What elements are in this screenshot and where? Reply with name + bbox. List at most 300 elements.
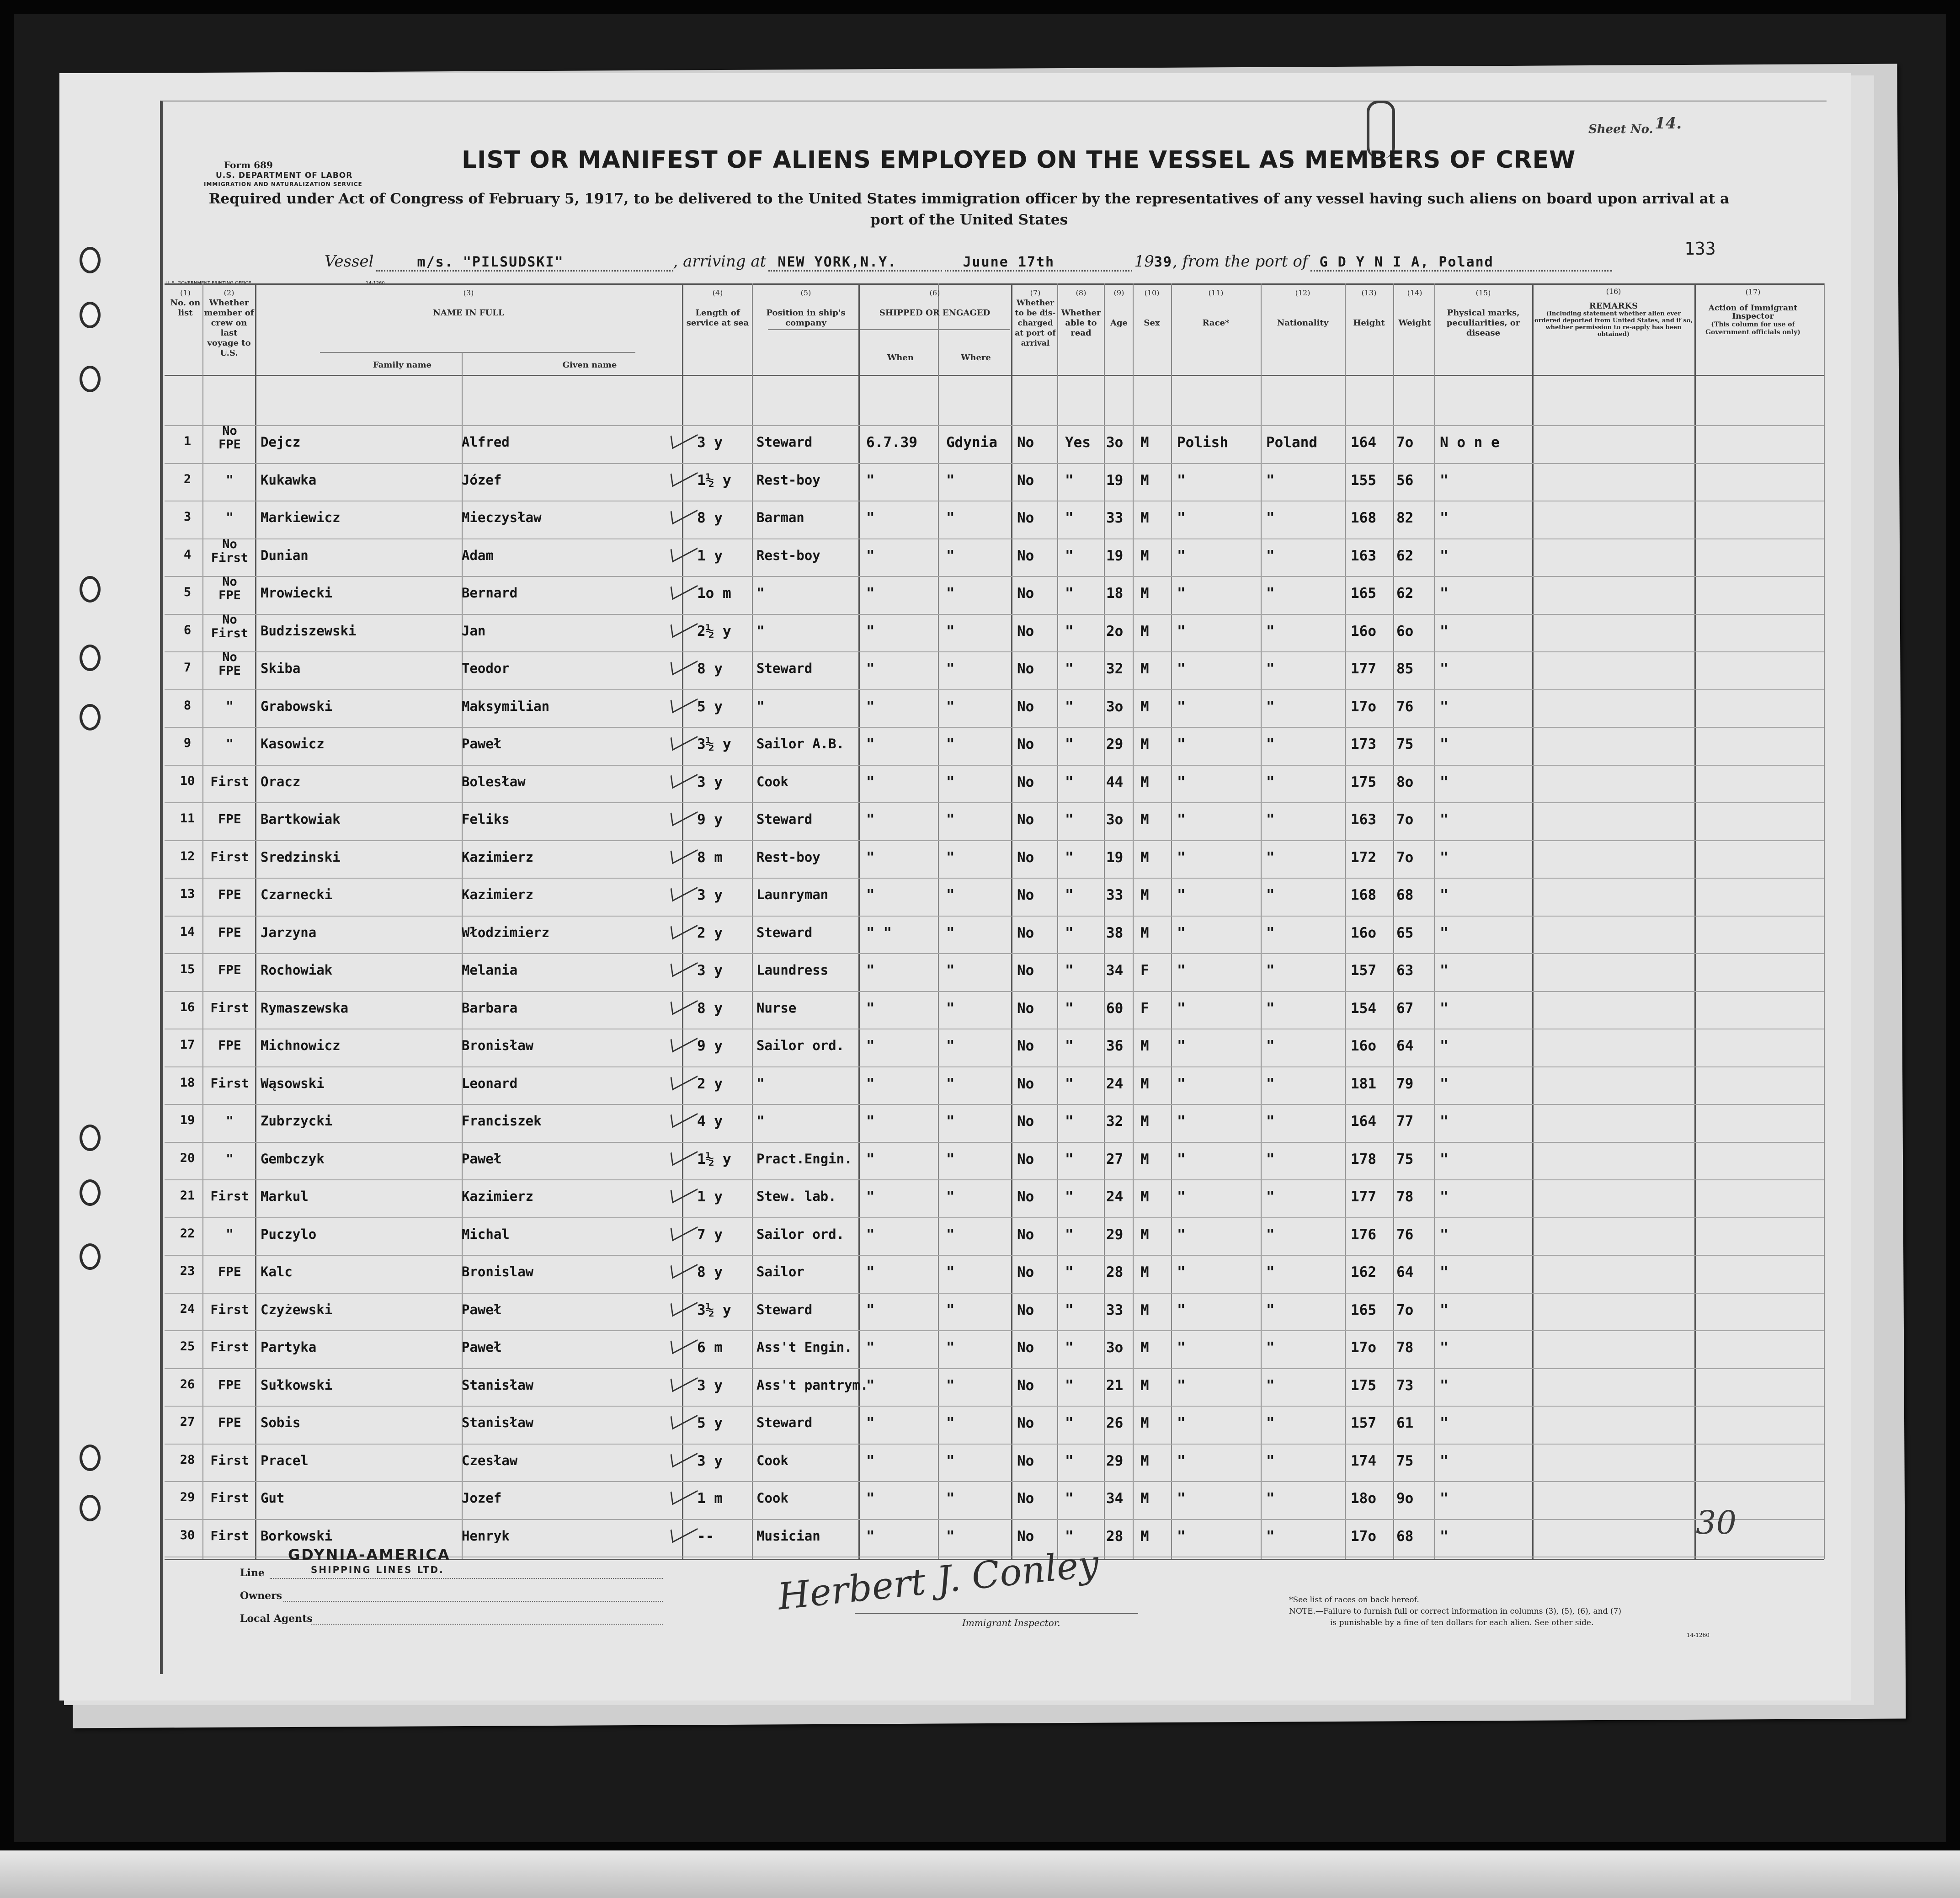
discharge-flag: No <box>1017 547 1034 564</box>
weight: 79 <box>1396 1075 1414 1092</box>
row-rule <box>165 727 1824 728</box>
vessel-line <box>325 252 1612 272</box>
ship-position: Rest-boy <box>756 849 820 865</box>
binder-hole <box>80 1125 101 1151</box>
physical-marks: " <box>1440 1528 1449 1545</box>
shipped-where: " <box>946 1000 955 1017</box>
nationality: " <box>1266 1189 1275 1205</box>
ship-position: Rest-boy <box>756 472 820 488</box>
column-rule <box>202 283 203 1559</box>
department-label: U.S. DEPARTMENT OF LABOR <box>216 171 353 180</box>
family-name: Kukawka <box>261 472 317 488</box>
crew-status: First <box>210 1075 249 1091</box>
service-length: 3 y <box>697 773 723 790</box>
family-name: Sułkowski <box>261 1377 333 1393</box>
discharge-flag: No <box>1017 1189 1034 1205</box>
shipped-where: " <box>946 1415 955 1431</box>
service-length: 1 m <box>697 1490 723 1507</box>
given-name: Teodor <box>462 661 510 676</box>
arrival-date: Juune 17th <box>945 254 1132 272</box>
act-description <box>187 188 1751 230</box>
race: " <box>1177 1264 1186 1280</box>
col-num-3: (3) <box>463 288 474 297</box>
age: 33 <box>1106 887 1124 903</box>
shipped-when: " <box>866 1339 875 1356</box>
given-name: Adam <box>462 547 494 563</box>
shipped-when: " <box>866 1264 875 1280</box>
age: 44 <box>1106 773 1124 790</box>
shipped-when: " <box>866 510 875 526</box>
shipped-when: " <box>866 1075 875 1092</box>
shipped-when: " <box>866 736 875 752</box>
shipped-when: " <box>866 849 875 866</box>
discharge-flag: No <box>1017 1301 1034 1318</box>
discharge-flag: No <box>1017 849 1034 866</box>
family-name: Kalc <box>261 1264 293 1280</box>
service-length: 5 y <box>697 1415 723 1431</box>
ship-position: Cook <box>756 1452 788 1468</box>
physical-marks: " <box>1440 1490 1449 1507</box>
race: " <box>1177 1113 1186 1130</box>
physical-marks: " <box>1440 510 1449 526</box>
crew-status: FPE <box>218 924 241 940</box>
read-flag: " <box>1065 962 1074 979</box>
row-rule <box>165 1066 1824 1067</box>
height: 175 <box>1351 1377 1376 1394</box>
family-name: Czarnecki <box>261 887 333 902</box>
sex: M <box>1140 1415 1149 1431</box>
read-flag: " <box>1065 698 1074 715</box>
col-label-discharged: Whether to be dis-charged at port of arrival <box>1015 299 1056 348</box>
sex: M <box>1140 924 1149 941</box>
age: 3o <box>1106 811 1124 828</box>
col-label-crew: Whether member of crew on last voyage to U.S. <box>204 298 254 358</box>
shipped-where: " <box>946 849 955 866</box>
read-flag: " <box>1065 1189 1074 1205</box>
shipped-where: " <box>946 811 955 828</box>
age: 36 <box>1106 1038 1124 1054</box>
read-flag: " <box>1065 585 1074 602</box>
col-num-14: (14) <box>1407 288 1422 297</box>
shipped-where: " <box>946 1528 955 1545</box>
age: 34 <box>1106 962 1124 979</box>
age: 32 <box>1106 661 1124 677</box>
sex: M <box>1140 1075 1149 1092</box>
ship-position: Sailor A.B. <box>756 736 845 752</box>
sex: F <box>1140 962 1149 979</box>
physical-marks: " <box>1440 811 1449 828</box>
read-flag: " <box>1065 1000 1074 1017</box>
col-label-remarks-note: (Including statement whether alien ever ordered deported from United States, and if so, whether permission to re-apply has been obtained) <box>1534 310 1693 338</box>
col-label-name: NAME IN FULL <box>433 308 504 318</box>
row-rule <box>165 1444 1824 1445</box>
weight: 63 <box>1396 962 1414 979</box>
given-name: Jozef <box>462 1490 502 1506</box>
col-num-16: (16) <box>1606 287 1621 296</box>
read-flag: " <box>1065 1226 1074 1243</box>
family-name: Skiba <box>261 661 301 676</box>
read-flag: " <box>1065 887 1074 903</box>
crew-status: No FPE <box>218 650 241 678</box>
penalty-note-2: is punishable by a fine of ten dollars for each alien. See other side. <box>1330 1618 1594 1627</box>
family-name: Czyżewski <box>261 1301 333 1317</box>
age: 32 <box>1106 1113 1124 1130</box>
age: 21 <box>1106 1377 1124 1394</box>
page-number: 133 <box>1684 239 1716 259</box>
ship-position: " <box>756 1075 765 1091</box>
shipped-when: " <box>866 1226 875 1243</box>
discharge-flag: No <box>1017 1377 1034 1394</box>
ship-position: Sailor <box>756 1264 804 1280</box>
read-flag: " <box>1065 1490 1074 1507</box>
sex: M <box>1140 623 1149 640</box>
row-rule <box>165 916 1824 917</box>
race: " <box>1177 811 1186 828</box>
shipped-when: " <box>866 1490 875 1507</box>
given-name: Kazimierz <box>462 887 534 902</box>
given-name: Czesław <box>462 1452 518 1468</box>
shipped-where: " <box>946 1189 955 1205</box>
given-name: Alfred <box>462 434 510 450</box>
shipped-where: " <box>946 1452 955 1469</box>
binder-hole <box>80 576 101 602</box>
row-number: 8 <box>183 698 192 713</box>
weight: 68 <box>1396 1528 1414 1545</box>
age: 28 <box>1106 1264 1124 1280</box>
race: " <box>1177 698 1186 715</box>
physical-marks: " <box>1440 773 1449 790</box>
signature-rule <box>855 1613 1138 1614</box>
ship-position: Steward <box>756 1301 813 1317</box>
binder-hole <box>80 1243 101 1270</box>
col-label-race: Race* <box>1202 318 1230 328</box>
printing-office: U. S. GOVERNMENT PRINTING OFFICE <box>165 281 251 286</box>
sex: M <box>1140 1151 1149 1168</box>
shipped-where: " <box>946 698 955 715</box>
name-subrule <box>320 352 635 353</box>
height: 165 <box>1351 585 1376 602</box>
discharge-flag: No <box>1017 1452 1034 1469</box>
shipped-when: " <box>866 1528 875 1545</box>
discharge-flag: No <box>1017 661 1034 677</box>
col-header-service <box>683 288 752 328</box>
shipped-when: " <box>866 585 875 602</box>
col-header-height <box>1346 288 1392 328</box>
col-label-no: No. on list <box>170 298 201 318</box>
nationality: " <box>1266 1038 1275 1054</box>
discharge-flag: No <box>1017 510 1034 526</box>
col-header-action <box>1696 288 1810 336</box>
row-number: 22 <box>180 1226 195 1241</box>
binder-hole <box>80 247 101 273</box>
col-header-weight <box>1394 288 1435 328</box>
col-label-marks: Physical marks, peculiarities, or disease <box>1446 308 1520 338</box>
vessel-label: Vessel <box>325 252 374 271</box>
age: 3o <box>1106 698 1124 715</box>
service-length: 2 y <box>697 924 723 941</box>
row-rule <box>165 1293 1824 1294</box>
row-number: 6 <box>183 623 192 637</box>
nationality: " <box>1266 887 1275 903</box>
shipped-where: " <box>946 1264 955 1280</box>
ship-position: Launryman <box>756 887 829 902</box>
col-num-9: (9) <box>1113 288 1124 297</box>
row-rule <box>165 463 1824 464</box>
race: " <box>1177 1038 1186 1054</box>
shipping-line-stamp-sub: SHIPPING LINES LTD. <box>311 1564 444 1575</box>
ship-position: Cook <box>756 773 788 789</box>
shipped-when: " <box>866 1038 875 1054</box>
binder-hole <box>80 302 101 328</box>
sex: M <box>1140 1189 1149 1205</box>
family-name: Borkowski <box>261 1528 333 1544</box>
row-number: 21 <box>180 1189 195 1203</box>
discharge-flag: No <box>1017 887 1034 903</box>
read-flag: " <box>1065 773 1074 790</box>
physical-marks: " <box>1440 1226 1449 1243</box>
row-rule <box>165 878 1824 879</box>
row-number: 1 <box>183 434 192 448</box>
height: 162 <box>1351 1264 1376 1280</box>
race: " <box>1177 736 1186 752</box>
family-name: Markiewicz <box>261 510 341 525</box>
row-number: 17 <box>180 1038 195 1052</box>
nationality: " <box>1266 1490 1275 1507</box>
row-number: 30 <box>180 1528 195 1542</box>
shipped-when: " <box>866 962 875 979</box>
weight: 9o <box>1396 1490 1414 1507</box>
act-description-line2: port of the United States <box>870 212 1068 228</box>
family-name: Wąsowski <box>261 1075 325 1091</box>
given-name: Paweł <box>462 1301 502 1317</box>
service-length: 8 y <box>697 1264 723 1280</box>
row-number: 13 <box>180 887 195 901</box>
nationality: Poland <box>1266 434 1317 451</box>
col-header-shipped <box>859 288 1010 318</box>
handwritten-total: 30 <box>1696 1504 1737 1541</box>
crew-status: First <box>210 1490 249 1505</box>
given-name: Kazimierz <box>462 1189 534 1204</box>
sex: M <box>1140 1339 1149 1356</box>
read-flag: Yes <box>1065 434 1091 451</box>
column-rule <box>1104 283 1105 1559</box>
row-rule <box>165 576 1824 577</box>
row-rule <box>165 1179 1824 1180</box>
shipped-where: " <box>946 1075 955 1092</box>
service-length: 6 m <box>697 1339 723 1356</box>
col-header-no <box>168 288 202 318</box>
col-num-5: (5) <box>800 288 811 297</box>
ship-position: Steward <box>756 434 813 450</box>
shipped-where: " <box>946 623 955 640</box>
nationality: " <box>1266 661 1275 677</box>
shipped-when: " <box>866 1377 875 1394</box>
height: 174 <box>1351 1452 1376 1469</box>
given-name: Bolesław <box>462 773 526 789</box>
service-length: 3 y <box>697 434 723 451</box>
row-rule <box>165 1255 1824 1256</box>
age: 24 <box>1106 1075 1124 1092</box>
age: 38 <box>1106 924 1124 941</box>
row-rule <box>165 1519 1824 1520</box>
ship-position: Ass't Engin. <box>756 1339 852 1355</box>
age: 3o <box>1106 434 1124 451</box>
crew-status: " <box>226 510 234 525</box>
col-header-read <box>1058 288 1104 338</box>
nationality: " <box>1266 773 1275 790</box>
shipped-where: " <box>946 547 955 564</box>
ship-position: Ass't pantrym. <box>756 1377 868 1393</box>
crew-status: FPE <box>218 1377 241 1392</box>
form-code-top: 14-1260 <box>366 281 385 286</box>
height: 17o <box>1351 1339 1376 1356</box>
col-header-age <box>1105 288 1133 328</box>
ship-position: Pract.Engin. <box>756 1151 852 1167</box>
discharge-flag: No <box>1017 623 1034 640</box>
physical-marks: " <box>1440 1415 1449 1431</box>
height: 176 <box>1351 1226 1376 1243</box>
binder-hole <box>80 1445 101 1471</box>
height: 16o <box>1351 924 1376 941</box>
crew-status: " <box>226 1113 234 1128</box>
weight: 8o <box>1396 773 1414 790</box>
read-flag: " <box>1065 811 1074 828</box>
family-name: Dejcz <box>261 434 301 450</box>
col-header-discharged <box>1012 288 1058 348</box>
page-title: LIST OR MANIFEST OF ALIENS EMPLOYED ON THE VESSEL AS MEMBERS OF CREW <box>462 146 1576 174</box>
shipped-where: " <box>946 510 955 526</box>
shipped-where: " <box>946 962 955 979</box>
read-flag: " <box>1065 1113 1074 1130</box>
row-number: 3 <box>183 510 192 524</box>
row-rule <box>165 991 1824 992</box>
col-num-11: (11) <box>1208 288 1224 297</box>
read-flag: " <box>1065 1452 1074 1469</box>
shipped-when: " <box>866 1415 875 1431</box>
given-name: Leonard <box>462 1075 518 1091</box>
row-rule <box>165 802 1824 803</box>
row-rule <box>165 1217 1824 1218</box>
family-name: Pracel <box>261 1452 309 1468</box>
service-length: 2½ y <box>697 623 731 640</box>
age: 29 <box>1106 1226 1124 1243</box>
row-number: 29 <box>180 1490 195 1504</box>
shipped-when: " <box>866 547 875 564</box>
row-number: 4 <box>183 547 192 562</box>
physical-marks: " <box>1440 547 1449 564</box>
crew-status: First <box>210 1528 249 1543</box>
physical-marks: " <box>1440 1377 1449 1394</box>
column-rule <box>858 283 860 1559</box>
row-number: 2 <box>183 472 192 486</box>
service-length: 3½ y <box>697 736 731 752</box>
col-label-action: Action of Immigrant Inspector <box>1708 304 1798 321</box>
crew-status: No FPE <box>218 424 241 452</box>
age: 19 <box>1106 547 1124 564</box>
physical-marks: " <box>1440 1301 1449 1318</box>
age: 24 <box>1106 1189 1124 1205</box>
nationality: " <box>1266 924 1275 941</box>
row-rule <box>165 651 1824 652</box>
col-label-nationality: Nationality <box>1277 318 1329 328</box>
read-flag: " <box>1065 1151 1074 1168</box>
shipped-when: " <box>866 472 875 489</box>
height: 155 <box>1351 472 1376 489</box>
given-name: Paweł <box>462 1339 502 1355</box>
race: " <box>1177 1452 1186 1469</box>
physical-marks: " <box>1440 698 1449 715</box>
nationality: " <box>1266 585 1275 602</box>
row-rule <box>165 1104 1824 1105</box>
shipped-where: Gdynia <box>946 434 997 451</box>
given-name: Paweł <box>462 736 502 752</box>
service-length: 3 y <box>697 1452 723 1469</box>
age: 28 <box>1106 1528 1124 1545</box>
races-note: *See list of races on back hereof. <box>1289 1595 1419 1605</box>
discharge-flag: No <box>1017 1000 1034 1017</box>
race: " <box>1177 1490 1186 1507</box>
service-length: 1½ y <box>697 1151 731 1168</box>
weight: 7o <box>1396 849 1414 866</box>
manifest-page <box>59 73 1851 1701</box>
service-label: IMMIGRATION AND NATURALIZATION SERVICE <box>204 181 362 187</box>
column-rule <box>752 283 753 1559</box>
given-name: Henryk <box>462 1528 510 1544</box>
sex: M <box>1140 736 1149 752</box>
nationality: " <box>1266 962 1275 979</box>
family-name: Markul <box>261 1189 309 1204</box>
physical-marks: N o n e <box>1440 434 1500 451</box>
row-number: 5 <box>183 585 192 599</box>
discharge-flag: No <box>1017 472 1034 489</box>
nationality: " <box>1266 472 1275 489</box>
family-name: Kasowicz <box>261 736 325 752</box>
nationality: " <box>1266 1226 1275 1243</box>
binder-hole <box>80 1179 101 1206</box>
col-label-weight: Weight <box>1398 318 1431 328</box>
row-number: 15 <box>180 962 195 976</box>
shipped-when: " <box>866 773 875 790</box>
height: 17o <box>1351 1528 1376 1545</box>
ship-position: Sailor ord. <box>756 1226 845 1242</box>
row-rule <box>165 840 1824 841</box>
height: 177 <box>1351 661 1376 677</box>
discharge-flag: No <box>1017 585 1034 602</box>
col-header-remarks <box>1534 288 1694 338</box>
row-rule <box>165 1330 1824 1331</box>
discharge-flag: No <box>1017 773 1034 790</box>
race: " <box>1177 623 1186 640</box>
crew-status: No First <box>211 612 249 640</box>
nationality: " <box>1266 510 1275 526</box>
ship-position: " <box>756 623 765 639</box>
crew-status: " <box>226 736 234 751</box>
row-rule <box>165 1481 1824 1482</box>
shipped-when: " <box>866 1189 875 1205</box>
height: 165 <box>1351 1301 1376 1318</box>
row-number: 10 <box>180 773 195 788</box>
family-name: Gut <box>261 1490 285 1506</box>
sex: M <box>1140 1038 1149 1054</box>
weight: 78 <box>1396 1189 1414 1205</box>
sex: M <box>1140 1490 1149 1507</box>
binder-hole <box>80 645 101 671</box>
row-number: 16 <box>180 1000 195 1014</box>
ship-position: Steward <box>756 811 813 827</box>
service-length: -- <box>697 1528 714 1545</box>
age: 18 <box>1106 585 1124 602</box>
col-header-nationality <box>1262 288 1344 328</box>
